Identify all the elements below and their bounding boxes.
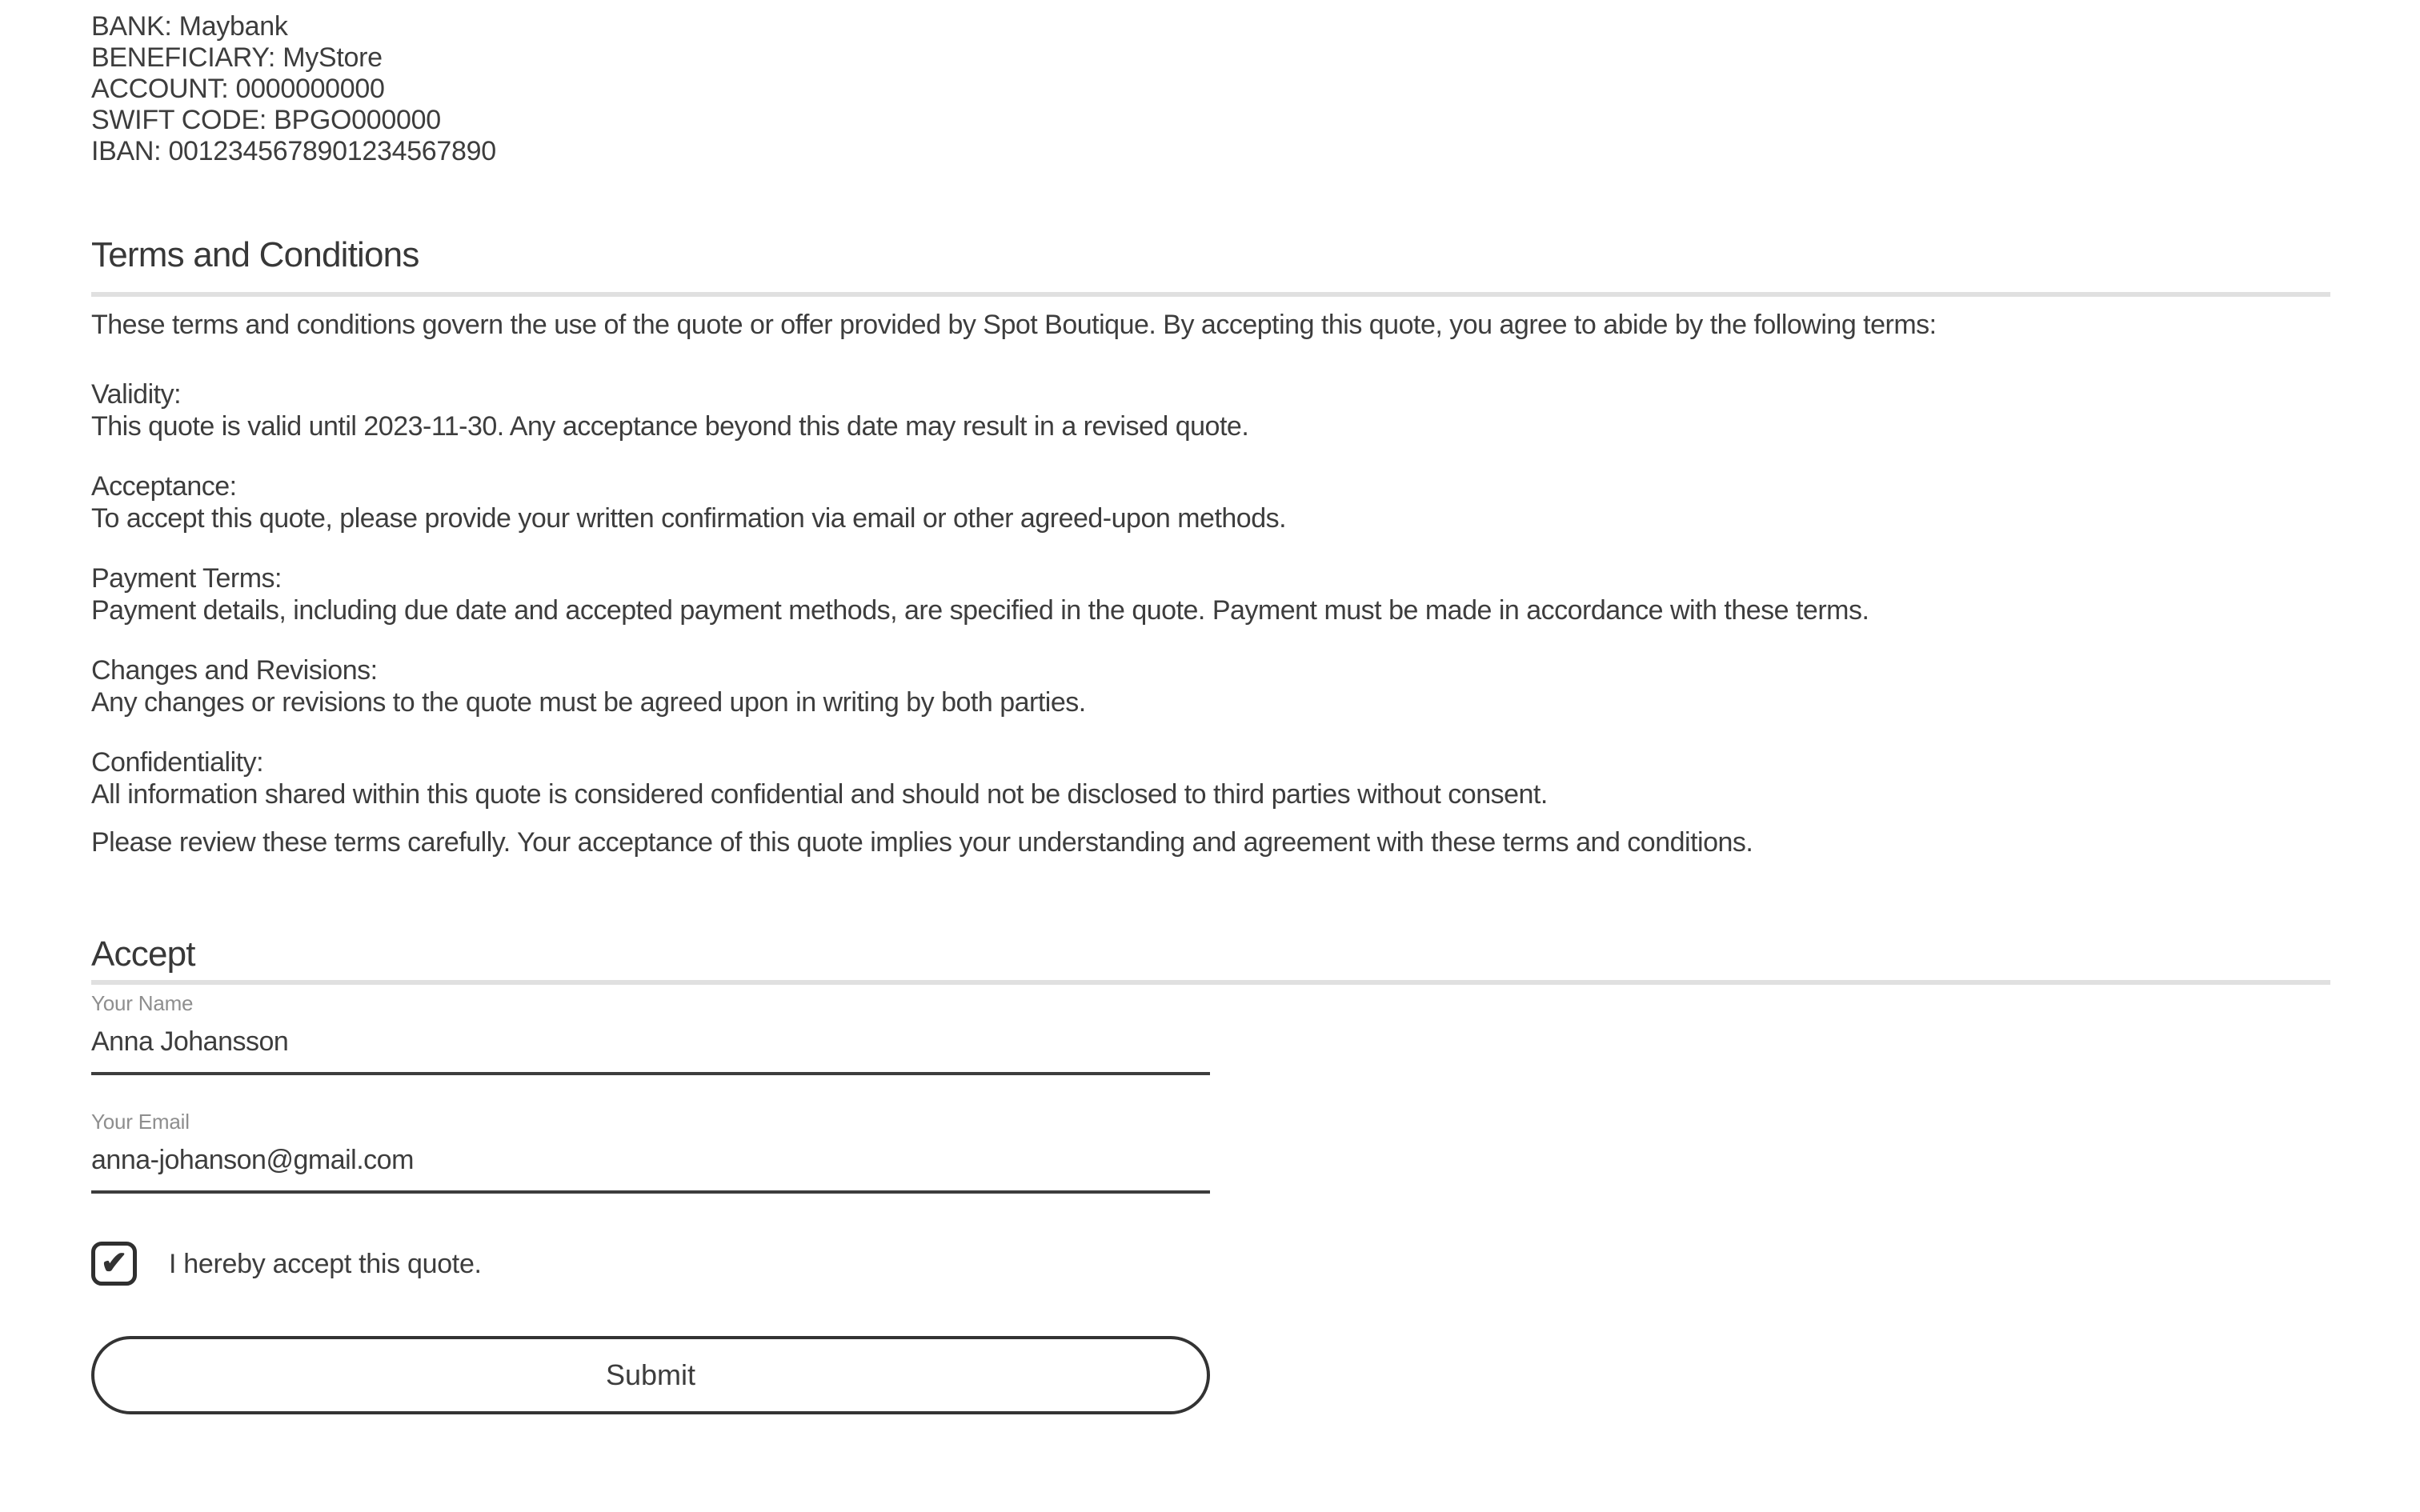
terms-section-body: Any changes or revisions to the quote must be agreed upon in writing by both parties. (91, 687, 1086, 718)
accept-checkbox-label: I hereby accept this quote. (169, 1248, 482, 1279)
terms-section-body: To accept this quote, please provide your written confirmation via email or other agreed-upon methods. (91, 503, 1287, 534)
accept-heading: Accept (91, 934, 195, 974)
checkmark-icon: ✔ (100, 1245, 128, 1281)
terms-closing: Please review these terms carefully. Your acceptance of this quote implies your understanding and agreement with these terms and conditions. (91, 827, 1753, 858)
terms-section-label: Payment Terms: (91, 563, 282, 594)
terms-section-body: All information shared within this quote is considered confidential and should not be disclosed to third parties without consent. (91, 779, 1548, 810)
email-field-label: Your Email (91, 1110, 190, 1134)
terms-section-changes-revisions (91, 654, 2420, 718)
terms-intro: These terms and conditions govern the use of the quote or offer provided by Spot Boutique. By accepting this quote, you agree to abide by the following terms: (91, 310, 1937, 340)
beneficiary-line: BENEFICIARY: MyStore (91, 42, 383, 73)
name-field-label: Your Name (91, 991, 194, 1015)
name-field-group (91, 990, 2420, 1075)
terms-section-validity (91, 378, 2420, 442)
submit-button[interactable]: Submit (91, 1336, 1210, 1414)
terms-divider (91, 292, 2330, 297)
bank-details (91, 11, 2420, 167)
accept-checkbox[interactable] (91, 1242, 137, 1286)
terms-section-body: This quote is valid until 2023-11-30. Any acceptance beyond this date may result in a revised quote. (91, 411, 1249, 442)
iban-line: IBAN: 0012345678901234567890 (91, 136, 496, 166)
account-number-line: ACCOUNT: 0000000000 (91, 74, 385, 104)
accept-checkbox-row (91, 1242, 2420, 1286)
terms-section-acceptance (91, 470, 2420, 534)
swift-code-line: SWIFT CODE: BPGO000000 (91, 105, 441, 135)
email-field-group (91, 1109, 2420, 1194)
email-input[interactable] (91, 1142, 1210, 1194)
terms-section-payment-terms (91, 562, 2420, 626)
terms-section-label: Confidentiality: (91, 747, 264, 778)
terms-heading: Terms and Conditions (91, 235, 419, 274)
terms-section-label: Changes and Revisions: (91, 655, 378, 686)
terms-section-confidentiality (91, 746, 2420, 810)
accept-divider (91, 980, 2330, 985)
bank-name-line: BANK: Maybank (91, 11, 288, 42)
name-input[interactable] (91, 1024, 1210, 1075)
terms-section-label: Acceptance: (91, 471, 237, 502)
terms-section-body: Payment details, including due date and accepted payment methods, are specified in the quote. Payment must be made in accordance with these terms. (91, 595, 1869, 626)
terms-section-label: Validity: (91, 379, 182, 410)
